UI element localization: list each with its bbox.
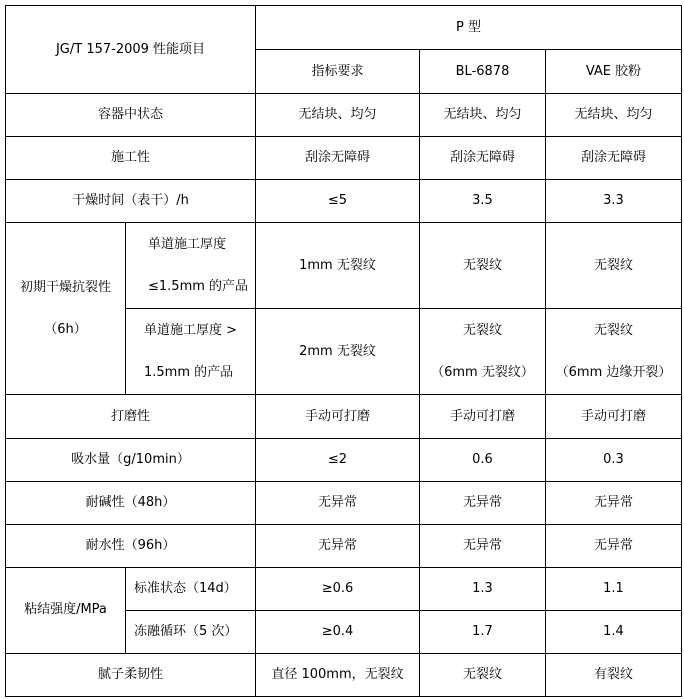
table-cell: 无裂纹 (546, 223, 682, 309)
table-cell: ≥0.6 (256, 567, 420, 610)
table-cell: 无裂纹 (420, 653, 546, 696)
table-cell: 刮涂无障碍 (256, 137, 420, 180)
table-cell: 刮涂无障碍 (546, 137, 682, 180)
table-row (6, 524, 682, 567)
sub-label (126, 309, 256, 395)
table-cell: 无异常 (256, 524, 420, 567)
table-row (6, 94, 682, 137)
table-cell: 1.1 (546, 567, 682, 610)
row-label-line: 初期干燥抗裂性 (19, 279, 111, 295)
table-row (6, 481, 682, 524)
table-cell: 1mm 无裂纹 (256, 223, 420, 309)
table-cell: 手动可打磨 (256, 395, 420, 438)
sub-label-line: ≤1.5mm 的产品 (148, 278, 249, 294)
table-cell: 无异常 (546, 481, 682, 524)
row-label: 腻子柔韧性 (6, 653, 256, 696)
table-cell: 2mm 无裂纹 (256, 309, 420, 395)
sub-label-line: 1.5mm 的产品 (144, 364, 234, 380)
row-label: 打磨性 (6, 395, 256, 438)
table-cell: ≤5 (256, 180, 420, 223)
sub-label: 冻融循环（5 次） (126, 610, 256, 653)
row-label: 耐水性（96h） (6, 524, 256, 567)
header-column: 指标要求 (256, 50, 420, 94)
table-row (6, 137, 682, 180)
row-label: 干燥时间（表干）/h (6, 180, 256, 223)
table-cell: ≥0.4 (256, 610, 420, 653)
table-row (6, 438, 682, 481)
sub-label (126, 223, 256, 309)
table-row (6, 653, 682, 696)
cell-line: 无裂纹 (462, 322, 502, 338)
table-cell: 1.4 (546, 610, 682, 653)
table-cell: 3.3 (546, 180, 682, 223)
table-cell: 无结块、均匀 (546, 94, 682, 137)
row-label: 施工性 (6, 137, 256, 180)
header-project-cell: JG/T 157-2009 性能项目 (6, 6, 256, 94)
table-cell: 1.3 (420, 567, 546, 610)
header-group-cell: P 型 (256, 6, 682, 50)
table-cell: 无异常 (256, 481, 420, 524)
table-cell: 有裂纹 (546, 653, 682, 696)
table-row (6, 567, 682, 610)
sub-label-line: 单道施工厚度 > (144, 322, 238, 338)
table-cell: 直径 100mm，无裂纹 (256, 653, 420, 696)
table-cell: 0.3 (546, 438, 682, 481)
table-cell: 手动可打磨 (420, 395, 546, 438)
table-cell: 刮涂无障碍 (420, 137, 546, 180)
sub-label-line: 单道施工厚度 (148, 236, 227, 252)
header-column: BL-6878 (420, 50, 546, 94)
cell-line: 无裂纹 (594, 322, 634, 338)
performance-table (5, 5, 682, 697)
row-label: 容器中状态 (6, 94, 256, 137)
cell-line: （6mm 边缘开裂） (555, 364, 672, 380)
table-cell: ≤2 (256, 438, 420, 481)
table-cell: 3.5 (420, 180, 546, 223)
cell-line: （6mm 无裂纹） (431, 364, 534, 380)
table-cell: 0.6 (420, 438, 546, 481)
table-row (6, 223, 682, 309)
table-row (6, 180, 682, 223)
row-label-line: （6h） (44, 321, 87, 337)
table-row (6, 395, 682, 438)
row-label: 耐碱性（48h） (6, 481, 256, 524)
table-cell: 无异常 (420, 524, 546, 567)
sub-label: 标准状态（14d） (126, 567, 256, 610)
row-label: 吸水量（g/10min） (6, 438, 256, 481)
table-cell: 无裂纹 (420, 223, 546, 309)
table-cell (546, 309, 682, 395)
row-label: 粘结强度/MPa (6, 567, 126, 653)
table-cell (420, 309, 546, 395)
table-cell: 手动可打磨 (546, 395, 682, 438)
header-column: VAE 胶粉 (546, 50, 682, 94)
table-cell: 1.7 (420, 610, 546, 653)
table-cell: 无结块、均匀 (256, 94, 420, 137)
table-cell: 无结块、均匀 (420, 94, 546, 137)
table-cell: 无异常 (546, 524, 682, 567)
header-row-1 (6, 6, 682, 50)
table-cell: 无异常 (420, 481, 546, 524)
row-label (6, 223, 126, 395)
